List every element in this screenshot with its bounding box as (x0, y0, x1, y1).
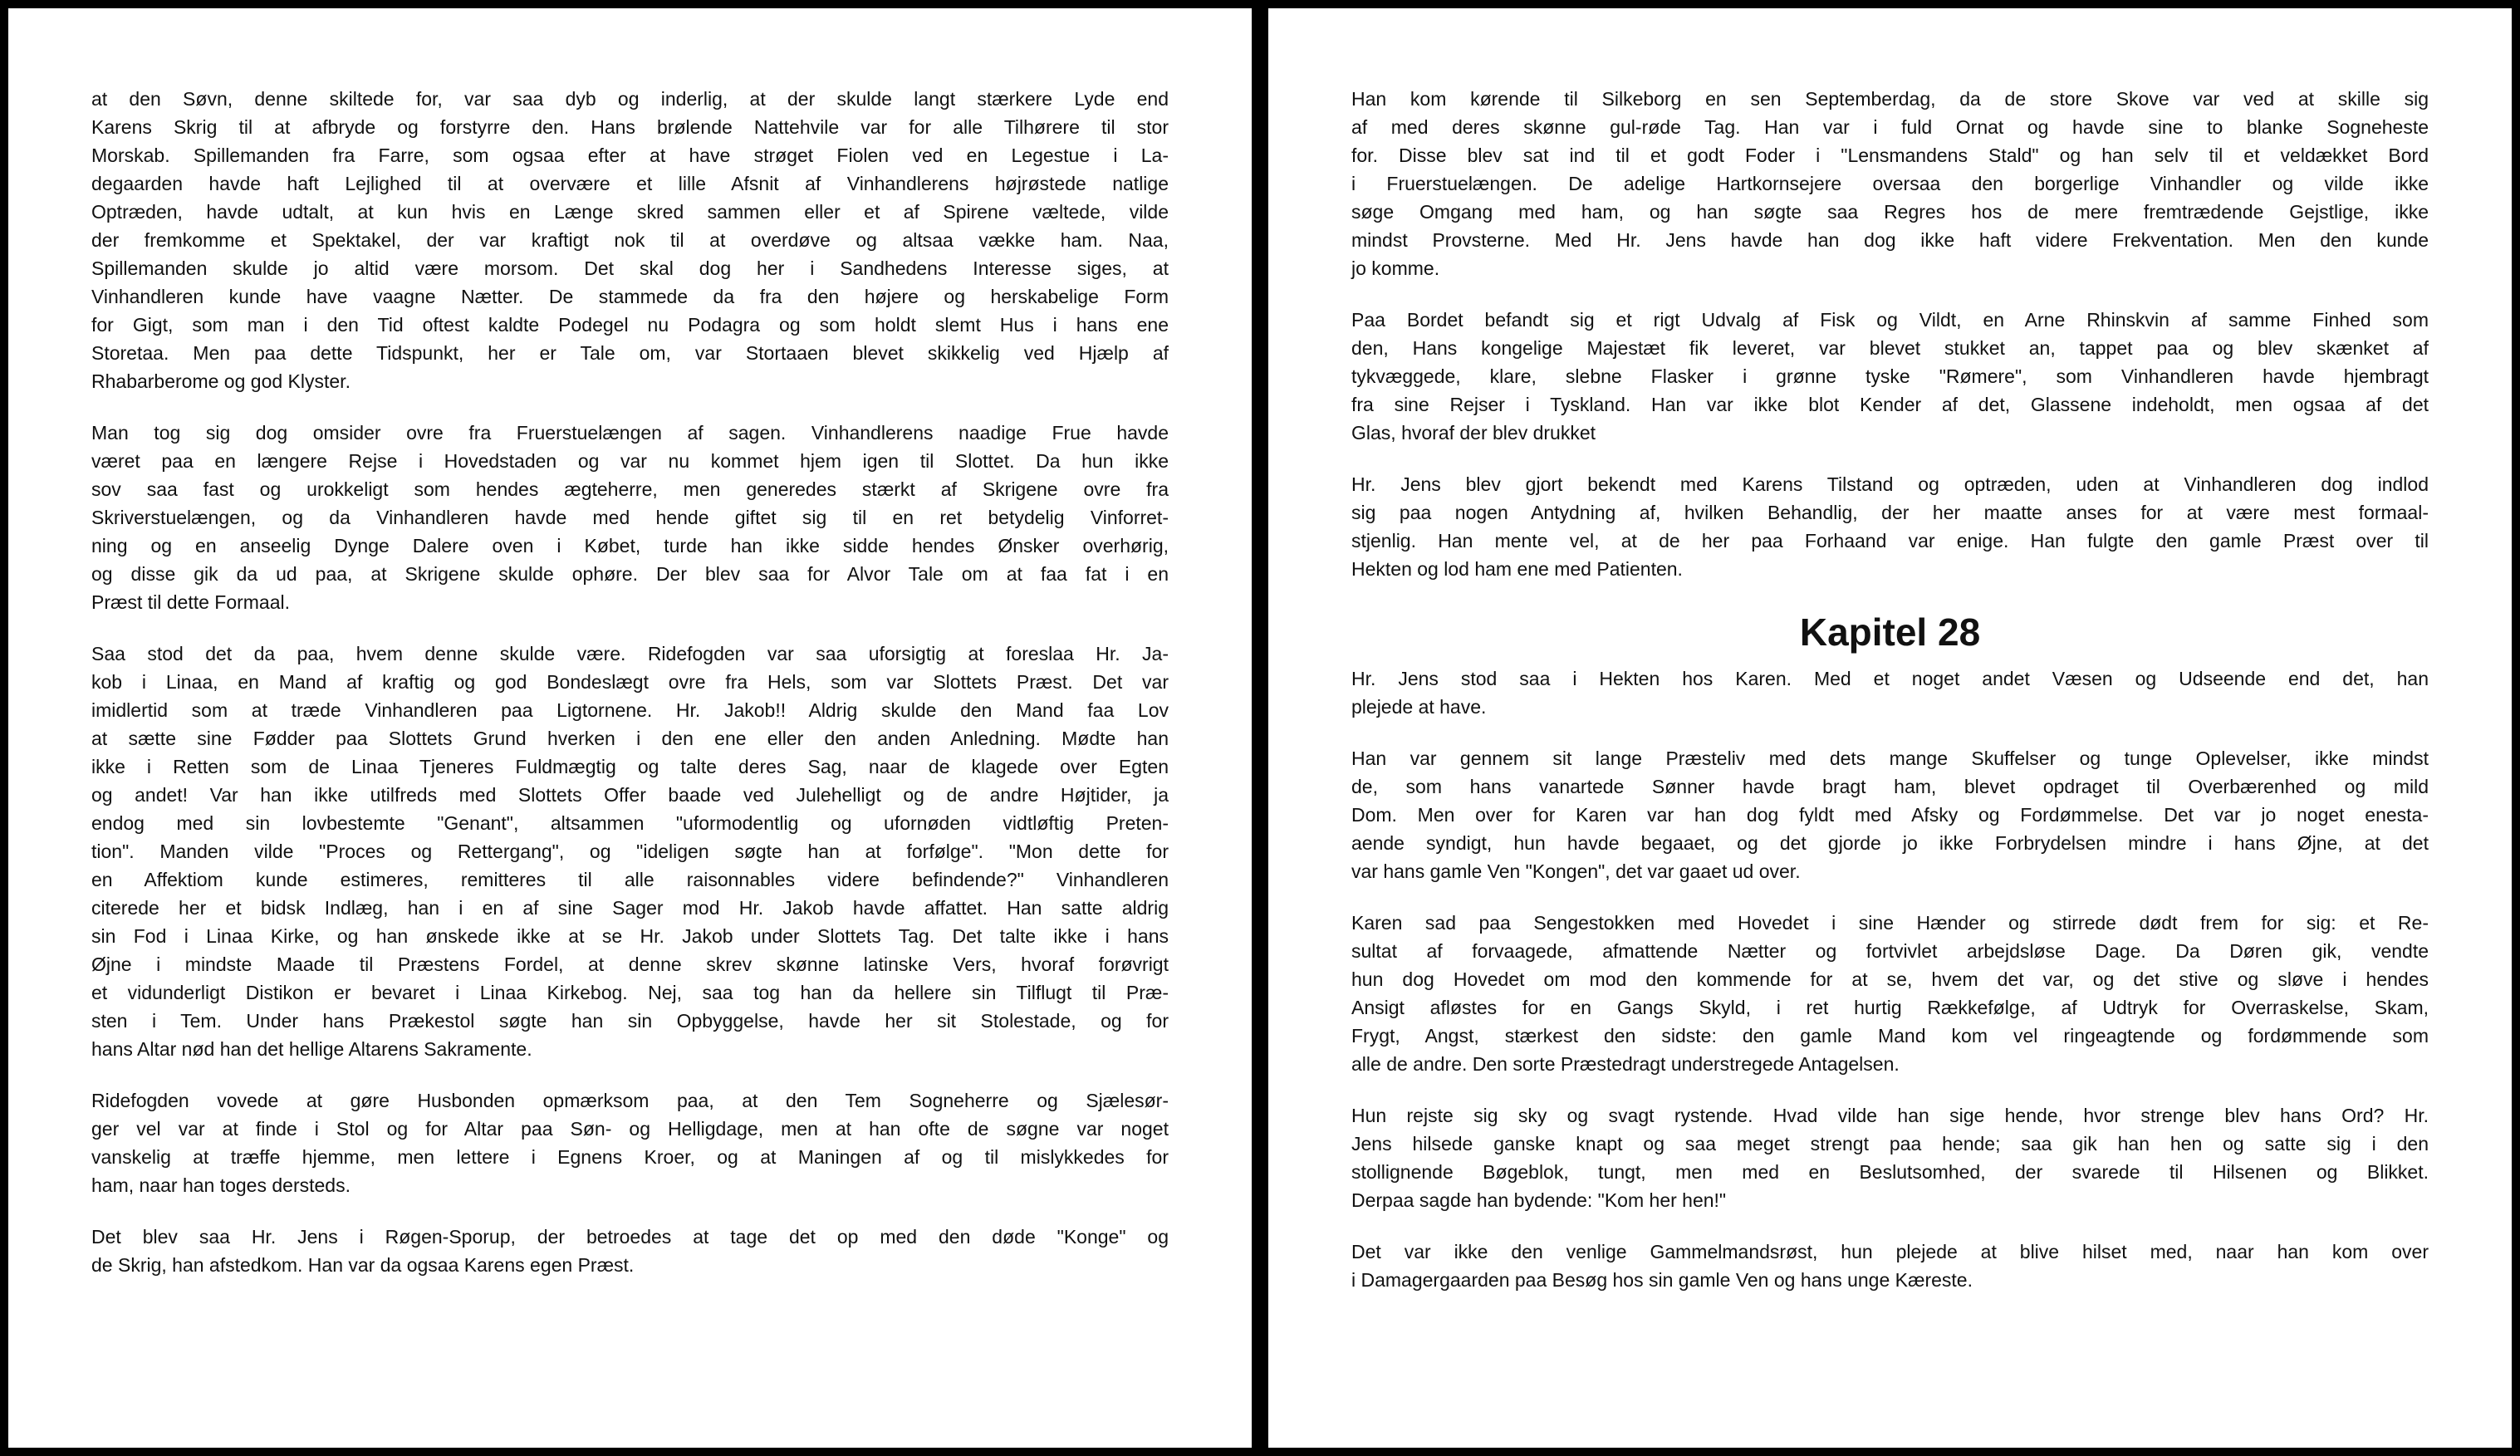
paragraph (91, 419, 1169, 616)
text-line: at den Søvn, denne skiltede for, var saa dyb og inderlig, at der skulde langt stærkere Lyde end (91, 88, 1169, 110)
text-line: Glas, hvoraf der blev drukket (1351, 422, 1596, 444)
text-line: hans Altar nød han det hellige Altarens Sakramente. (91, 1038, 532, 1060)
text-line: ning og en anseelig Dynge Dalere oven i Købet, turde han ikke sidde hendes Ønsker overhørig, (91, 535, 1169, 556)
text-line: Karens Skrig til at afbryde og forstyrre den. Hans brølende Nattehvile var for alle Tilhørere til stor (91, 116, 1169, 138)
text-line: at sætte sine Fødder paa Slottets Grund hverken i den ene eller den anden Anledning. Mødte han (91, 728, 1169, 749)
paragraph (1351, 744, 2429, 885)
text-line: sin Fod i Linaa Kirke, og han ønskede ikke at se Hr. Jakob under Slottets Tag. Det talte ikke i hans (91, 925, 1169, 947)
text-line: plejede at have. (1351, 696, 1487, 718)
text-line: de Skrig, han afstedkom. Han var da ogsaa Karens egen Præst. (91, 1254, 635, 1276)
text-line: vanskelig at træffe hjemme, men lettere i Egnens Kroer, og at Maningen af og til mislykkedes for (91, 1146, 1169, 1168)
text-line: stollignende Bøgeblok, tungt, men med en Beslutsomhed, der svarede til Hilsenen og Blikket. (1351, 1161, 2429, 1183)
text-line: Man tog sig dog omsider ovre fra Fruerstuelængen af sagen. Vinhandlerens naadige Frue havde (91, 422, 1169, 444)
text-line: sten i Tem. Under hans Prækestol søgte han sin Opbyggelse, havde her sit Stolestade, og for (91, 1010, 1169, 1032)
text-line: Jens hilsede ganske knapt og saa meget strengt paa hende; saa gik han hen og satte sig i den (1351, 1133, 2429, 1155)
text-line: mindst Provsterne. Med Hr. Jens havde han dog ikke haft videre Frekventation. Men den kunde (1351, 229, 2429, 251)
text-line: sov saa fast og urokkeligt som hendes ægteherre, men generedes stærkt af Skrigene ovre fra (91, 478, 1169, 500)
text-line: kob i Linaa, en Mand af kraftig og god Bondeslægt ovre fra Hels, som var Slottets Præst. Det var (91, 671, 1169, 693)
text-line: Han kom kørende til Silkeborg en sen Septemberdag, da de store Skove var ved at skille sig (1351, 88, 2429, 110)
paragraph (91, 640, 1169, 1063)
text-line: sultat af forvaagede, afmattende Nætter og fortvivlet arbejdsløse Dage. Da Døren gik, vendte (1351, 940, 2429, 962)
text-line: der fremkomme et Spektakel, der var kraftigt nok til at overdøve og altsaa vække ham. Naa, (91, 229, 1169, 251)
text-line: Vinhandleren kunde have vaagne Nætter. De stammede da fra den højere og herskabelige Form (91, 286, 1169, 307)
text-line: stjenlig. Han mente vel, at de her paa Forhaand var enige. Han fulgte den gamle Præst over til (1351, 530, 2429, 552)
text-line: Ridefogden vovede at gøre Husbonden opmærksom paa, at den Tem Sogneherre og Sjælesør- (91, 1090, 1169, 1111)
text-line: og disse gik da ud paa, at Skrigene skulde ophøre. Der blev saa for Alvor Tale om at faa fat i en (91, 563, 1169, 585)
paragraph (1351, 306, 2429, 447)
paragraph (91, 1086, 1169, 1199)
paragraph (1351, 909, 2429, 1078)
text-line: for. Disse blev sat ind til et godt Foder i "Lensmandens Stald" og han selv til et veldækket Bord (1351, 145, 2429, 166)
text-line: for Gigt, som man i den Tid oftest kaldte Podegel nu Podagra og som holdt slemt Hus i hans ene (91, 314, 1169, 336)
text-line: var hans gamle Ven "Kongen", det var gaaet ud over. (1351, 860, 1801, 882)
text-line: et vidunderligt Distikon er bevaret i Linaa Kirkebog. Nej, saa tog han da hellere sin Tilflugt til Præ- (91, 982, 1169, 1003)
right-page-text-before-chapter (1351, 85, 2429, 583)
text-line: Det var ikke den venlige Gammelmandsrøst, hun plejede at blive hilset med, naar han kom over (1351, 1241, 2429, 1262)
text-line: Hekten og lod ham ene med Patienten. (1351, 558, 1683, 580)
left-page (8, 8, 1252, 1448)
text-line: i Fruerstuelængen. De adelige Hartkornsejere oversaa den borgerlige Vinhandler og vilde ikke (1351, 173, 2429, 194)
text-line: Frygt, Angst, stærkest den sidste: den gamle Mand kom vel ringeagtende og fordømmende som (1351, 1025, 2429, 1047)
text-line: en Affektiom kunde estimeres, remitteres til alle raisonnables videre befindende?" Vinhandleren (91, 869, 1169, 890)
text-line: Præst til dette Formaal. (91, 591, 291, 613)
paragraph (1351, 1101, 2429, 1214)
right-page-text (1351, 85, 2429, 1317)
text-line: imidlertid som at træde Vinhandleren paa Ligtornene. Hr. Jakob!! Aldrig skulde den Mand faa Lov (91, 699, 1169, 721)
text-line: ger vel var at finde i Stol og for Altar paa Søn- og Helligdage, men at han ofte de søgne var noget (91, 1118, 1169, 1140)
paragraph (1351, 664, 2429, 721)
text-line: Hr. Jens stod saa i Hekten hos Karen. Med et noget andet Væsen og Udseende end det, han (1351, 668, 2429, 689)
text-line: endog med sin lovbestemte "Genant", altsammen "uformodentlig og ufornøden vidtløftig Preten- (91, 812, 1169, 834)
paragraph (91, 1223, 1169, 1279)
text-line: de, som hans vanartede Sønner havde bragt ham, blevet opdraget til Overbærenhed og mild (1351, 776, 2429, 797)
text-line: Det blev saa Hr. Jens i Røgen-Sporup, der betroedes at tage det op med den døde "Konge" og (91, 1226, 1169, 1248)
text-line: i Damagergaarden paa Besøg hos sin gamle Ven og hans unge Kæreste. (1351, 1269, 1973, 1291)
right-page-text-after-chapter (1351, 664, 2429, 1294)
text-line: af med deres skønne gul-røde Tag. Han var i fuld Ornat og havde sine to blanke Sogneheste (1351, 116, 2429, 138)
text-line: tion". Manden vilde "Proces og Rettergang", og "ideligen søgte han at forfølge". "Mon dette for (91, 841, 1169, 862)
text-line: Optræden, havde udtalt, at kun hvis en Længe skred sammen eller et af Spirene væltede, vilde (91, 201, 1169, 223)
paragraph (1351, 470, 2429, 583)
text-line: Hr. Jens blev gjort bekendt med Karens Tilstand og optræden, uden at Vinhandleren dog indlod (1351, 473, 2429, 495)
text-line: Paa Bordet befandt sig et rigt Udvalg af Fisk og Vildt, en Arne Rhinskvin af samme Finhed som (1351, 309, 2429, 331)
text-line: Storetaa. Men paa dette Tidspunkt, her er Tale om, var Stortaaen blevet skikkelig ved Hjælp af (91, 342, 1169, 364)
left-page-text (91, 85, 1169, 1302)
text-line: Derpaa sagde han bydende: "Kom her hen!" (1351, 1189, 1727, 1211)
text-line: søge Omgang med ham, og han søgte saa Regres hos de mere fremtrædende Gejstlige, ikke (1351, 201, 2429, 223)
text-line: fra sine Rejser i Tyskland. Han var ikke blot Kender af det, Glassene indeholdt, men ogsaa af det (1351, 394, 2429, 415)
text-line: Dom. Men over for Karen var han dog fyldt med Afsky og Fordømmelse. Det var jo noget enesta- (1351, 804, 2429, 826)
text-line: været paa en længere Rejse i Hovedstaden og var nu kommet hjem igen til Slottet. Da hun ikke (91, 450, 1169, 472)
text-line: Rhabarberome og god Klyster. (91, 370, 351, 392)
text-line: degaarden havde haft Lejlighed til at overvære et lille Afsnit af Vinhandlerens højrøstede natlige (91, 173, 1169, 194)
text-line: Morskab. Spillemanden fra Farre, som ogsaa efter at have strøget Fiolen ved en Legestue i La- (91, 145, 1169, 166)
chapter-heading: Kapitel 28 (1799, 610, 1981, 654)
text-line: hun dog Hovedet om mod den kommende for at se, hvem det var, og det stive og sløve i hendes (1351, 968, 2429, 990)
text-line: Saa stod det da paa, hvem denne skulde være. Ridefogden var saa uforsigtig at foreslaa Hr. Ja- (91, 643, 1169, 664)
paragraph (1351, 1238, 2429, 1294)
right-page (1268, 8, 2512, 1448)
text-line: den, Hans kongelige Majestæt fik leveret, var blevet stukket an, tappet paa og blev skænket af (1351, 337, 2429, 359)
text-line: sig paa nogen Antydning af, hvilken Behandlig, der her maatte anses for at være mest formaal- (1351, 502, 2429, 523)
text-line: Ansigt afløstes for en Gangs Skyld, i ret hurtig Rækkefølge, af Udtryk for Overraskelse, Skam, (1351, 997, 2429, 1018)
text-line: citerede her et bidsk Indlæg, han i en af sine Sager mod Hr. Jakob havde affattet. Han satte aldrig (91, 897, 1169, 919)
text-line: ham, naar han toges dersteds. (91, 1174, 351, 1196)
text-line: ikke i Retten som de Linaa Tjeneres Fuldmægtig og talte deres Sag, naar de klagede over Egten (91, 756, 1169, 777)
text-line: Skriverstuelængen, og da Vinhandleren havde med hende giftet sig til en ret betydelig Vinforret- (91, 507, 1169, 528)
text-line: og andet! Var han ikke utilfreds med Slottets Offer baade ved Julehelligt og de andre Højtider, ja (91, 784, 1169, 806)
text-line: Spillemanden skulde jo altid være morsom. Det skal dog her i Sandhedens Interesse siges, at (91, 257, 1169, 279)
text-line: jo komme. (1351, 257, 1440, 279)
text-line: aende syndigt, hun havde begaaet, og det gjorde jo ikke Forbrydelsen mindre i hans Øjne, at det (1351, 832, 2429, 854)
paragraph (91, 85, 1169, 395)
paragraph (1351, 85, 2429, 282)
text-line: tykvæggede, klare, slebne Flasker i grønne tyske "Rømere", som Vinhandleren havde hjembragt (1351, 365, 2429, 387)
text-line: Øjne i mindste Maade til Præstens Fordel, at denne skrev skønne latinske Vers, hvoraf forøvrigt (91, 954, 1169, 975)
text-line: Hun rejste sig sky og svagt rystende. Hvad vilde han sige hende, hvor strenge blev hans Ord? Hr. (1351, 1105, 2429, 1126)
text-line: Karen sad paa Sengestokken med Hovedet i sine Hænder og stirrede dødt frem for sig: et Re- (1351, 912, 2429, 934)
text-line: Han var gennem sit lange Præsteliv med dets mange Skuffelser og tunge Oplevelser, ikke mindst (1351, 748, 2429, 769)
text-line: alle de andre. Den sorte Præstedragt understregede Antagelsen. (1351, 1053, 1900, 1075)
